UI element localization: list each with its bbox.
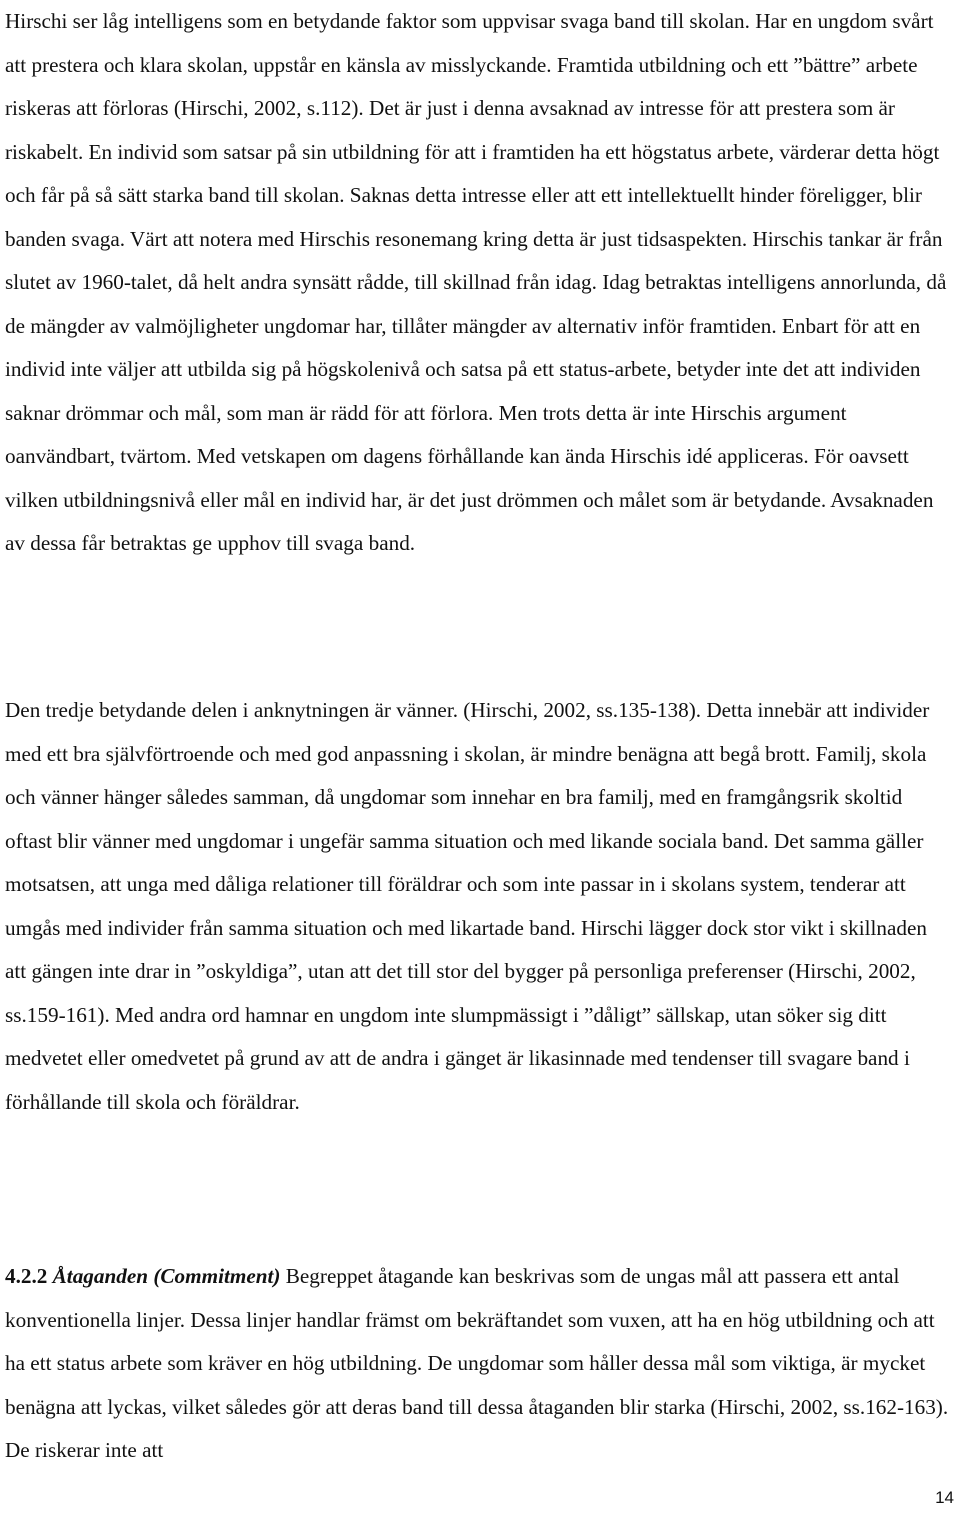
section-title: Åtaganden (Commitment) bbox=[52, 1264, 281, 1288]
paragraph-intelligence: Hirschi ser låg intelligens som en betydande faktor som uppvisar svaga band till skolan. Har en ungdom svårt att prestera och klara skolan, uppstår en känsla av misslyckande. Framtida utbildning och ett ”bättre” arbete riskeras att förloras (Hirschi, 2002, s.112). Det är just i denna avsaknad av intresse för att prestera som är riskabelt. En individ som satsar på sin utbildning för att i framtiden ha ett högstatus arbete, värderar detta högt och får på så sätt starka band till skolan. Saknas detta intresse eller att ett intellektuellt hinder föreligger, blir banden svaga. Värt att notera med Hirschis resonemang kring detta är just tidsaspekten. Hirschis tankar är från slutet av 1960-talet, då helt andra synsätt rådde, till skillnad från idag. Idag betraktas intelligens annorlunda, då de mängder av valmöjligheter ungdomar har, tillåter mängder av alternativ inför framtiden. Enbart för att en individ inte väljer att utbilda sig på högskolenivå och satsa på ett status-arbete, betyder inte det att individen saknar drömmar och mål, som man är rädd för att förlora. Men trots detta är inte Hirschis argument oanvändbart, tvärtom. Med vetskapen om dagens förhållande kan ända Hirschis idé appliceras. För oavsett vilken utbildningsnivå eller mål en individ har, är det just drömmen och målet som är betydande. Avsaknaden av dessa får betraktas ge upphov till svaga band. bbox=[5, 9, 947, 555]
page-number: 14 bbox=[935, 1488, 954, 1507]
section-heading bbox=[5, 1264, 280, 1288]
paragraph-commitment-text: Begreppet åtagande kan beskrivas som de ungas mål att passera ett antal konventionella linjer. Dessa linjer handlar främst om bekräftandet som vuxen, att ha en hög utbildning och att ha ett status arbete som kräver en hög utbildning. De ungdomar som håller dessa mål som viktiga, är mycket benägna att lyckas, vilket således gör att deras band till dessa åtaganden blir starka (Hirschi, 2002, ss.162-163). De riskerar inte att bbox=[5, 1264, 949, 1462]
paragraph-friends: Den tredje betydande delen i anknytningen är vänner. (Hirschi, 2002, ss.135-138). Detta innebär att individer med ett bra självförtroende och med god anpassning i skolan, är mindre benägna att begå brott. Familj, skola och vänner hänger således samman, då ungdomar som innehar en bra familj, med en framgångsrik skoltid oftast blir vänner med ungdomar i ungefär samma situation och med likande sociala band. Det samma gäller motsatsen, att unga med dåliga relationer till föräldrar och som inte passar in i skolans system, tenderar att umgås med individer från samma situation och med likartade band. Hirschi lägger dock stor vikt i skillnaden att gängen inte drar in ”oskyldiga”, utan att det till stor del bygger på personliga preferenser (Hirschi, 2002, ss.159-161). Med andra ord hamnar en ungdom inte slumpmässigt i ”dåligt” sällskap, utan söker sig ditt medvetet eller omedvetet på grund av att de andra i gänget är likasinnade med tendenser till svagare band i förhållande till skola och föräldrar. bbox=[5, 698, 930, 1114]
section-number: 4.2.2 bbox=[5, 1264, 48, 1288]
paragraph-commitment bbox=[5, 1255, 953, 1473]
